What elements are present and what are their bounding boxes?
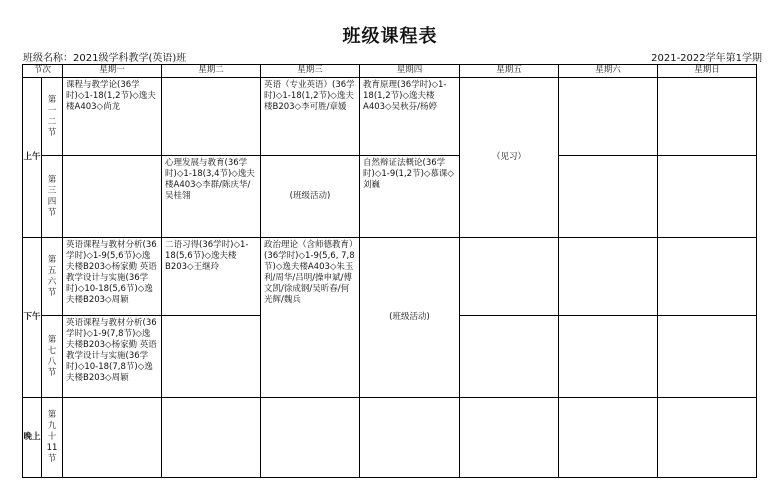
cell-thu-34: 自然辩证法概论(36学时)◇1-9(1,2节)◇慕课◇刘巍 xyxy=(360,156,460,238)
cell-mon-34 xyxy=(63,156,162,238)
cell-tue-78 xyxy=(162,316,261,398)
cell-sat-34 xyxy=(559,156,658,238)
cell-fri-am: （见习） xyxy=(460,78,559,238)
cell-wed-eve xyxy=(261,398,360,478)
row-period-56 xyxy=(23,238,757,316)
cell-thu-eve xyxy=(360,398,460,478)
cell-sun-12 xyxy=(658,78,757,156)
cell-sat-12 xyxy=(559,78,658,156)
period-label-eve: 第九十11节 xyxy=(42,398,63,478)
cell-mon-eve xyxy=(63,398,162,478)
cell-tue-eve xyxy=(162,398,261,478)
half-eve-label: 晚上 xyxy=(23,398,42,478)
row-period-eve xyxy=(23,398,757,478)
cell-mon-56: 英语课程与教材分析(36学时)◇1-9(5,6节)◇逸夫楼B203◇杨家勤 英语教学设计与实施(36学时)◇10-18(5,6节)◇逸夫楼B203◇周颖 xyxy=(63,238,162,316)
day-header-fri: 星期五 xyxy=(460,65,559,78)
cell-sun-eve xyxy=(658,398,757,478)
cell-wed-34: (班级活动) xyxy=(261,156,360,238)
row-period-34 xyxy=(23,156,757,238)
cell-fri-56 xyxy=(460,238,559,316)
period-label-78: 第七八节 xyxy=(42,316,63,398)
header-row xyxy=(23,65,757,78)
cell-thu-pm: (班级活动) xyxy=(360,238,460,398)
cell-sun-56 xyxy=(658,238,757,316)
day-header-sun: 星期日 xyxy=(658,65,757,78)
cell-tue-34: 心理发展与教育(36学时)◇1-18(3,4节)◇逸夫楼A403◇李群/陈庆华/吴桂翎 xyxy=(162,156,261,238)
period-label-34: 第三四节 xyxy=(42,156,63,238)
day-header-sat: 星期六 xyxy=(559,65,658,78)
timetable xyxy=(22,64,757,478)
cell-mon-12: 课程与教学论(36学时)◇1-18(1,2节)◇逸夫楼A403◇尚龙 xyxy=(63,78,162,156)
cell-sat-56 xyxy=(559,238,658,316)
half-pm-label: 下午 xyxy=(23,238,42,398)
cell-wed-12: 英语（专业英语）(36学时)◇1-18(1,2节)◇逸夫楼B203◇李可胜/章媛 xyxy=(261,78,360,156)
cell-wed-pm: 政治理论（含师德教育）(36学时)◇1-9(5,6, 7,8节)◇逸夫楼A403◇朱玉利/周华/吕明/操申斌/傅文凯/徐成钢/吴昕春/何光辉/魏兵 xyxy=(261,238,360,398)
cell-thu-12: 教育原理(36学时)◇1-18(1,2节)◇逸夫楼A403◇吴秋芬/杨婷 xyxy=(360,78,460,156)
cell-tue-12 xyxy=(162,78,261,156)
period-label-12: 第一二节 xyxy=(42,78,63,156)
day-header-wed: 星期三 xyxy=(261,65,360,78)
cell-fri-eve xyxy=(460,398,559,478)
day-header-thu: 星期四 xyxy=(360,65,460,78)
half-am-label: 上午 xyxy=(23,78,42,238)
term-label: 2021-2022学年第1学期 xyxy=(651,53,762,64)
day-header-tue: 星期二 xyxy=(162,65,261,78)
cell-mon-78: 英语课程与教材分析(36学时)◇1-9(7,8节)◇逸夫楼B203◇杨家勤 英语教学设计与实施(36学时)◇10-18(7,8节)◇逸夫楼B203◇周颖 xyxy=(63,316,162,398)
cell-sat-eve xyxy=(559,398,658,478)
period-header: 节次 xyxy=(23,65,63,78)
cell-tue-56: 二语习得(36学时)◇1-18(5,6节)◇逸夫楼B203◇王继玲 xyxy=(162,238,261,316)
cell-sun-78 xyxy=(658,316,757,398)
page-title: 班级课程表 xyxy=(342,26,438,47)
day-header-mon: 星期一 xyxy=(63,65,162,78)
cell-sun-34 xyxy=(658,156,757,238)
cell-sat-78 xyxy=(559,316,658,398)
cell-fri-78 xyxy=(460,316,559,398)
class-name-label: 班级名称：2021级学科教学(英语)班 xyxy=(23,53,187,64)
period-label-56: 第五六节 xyxy=(42,238,63,316)
row-period-12 xyxy=(23,78,757,156)
